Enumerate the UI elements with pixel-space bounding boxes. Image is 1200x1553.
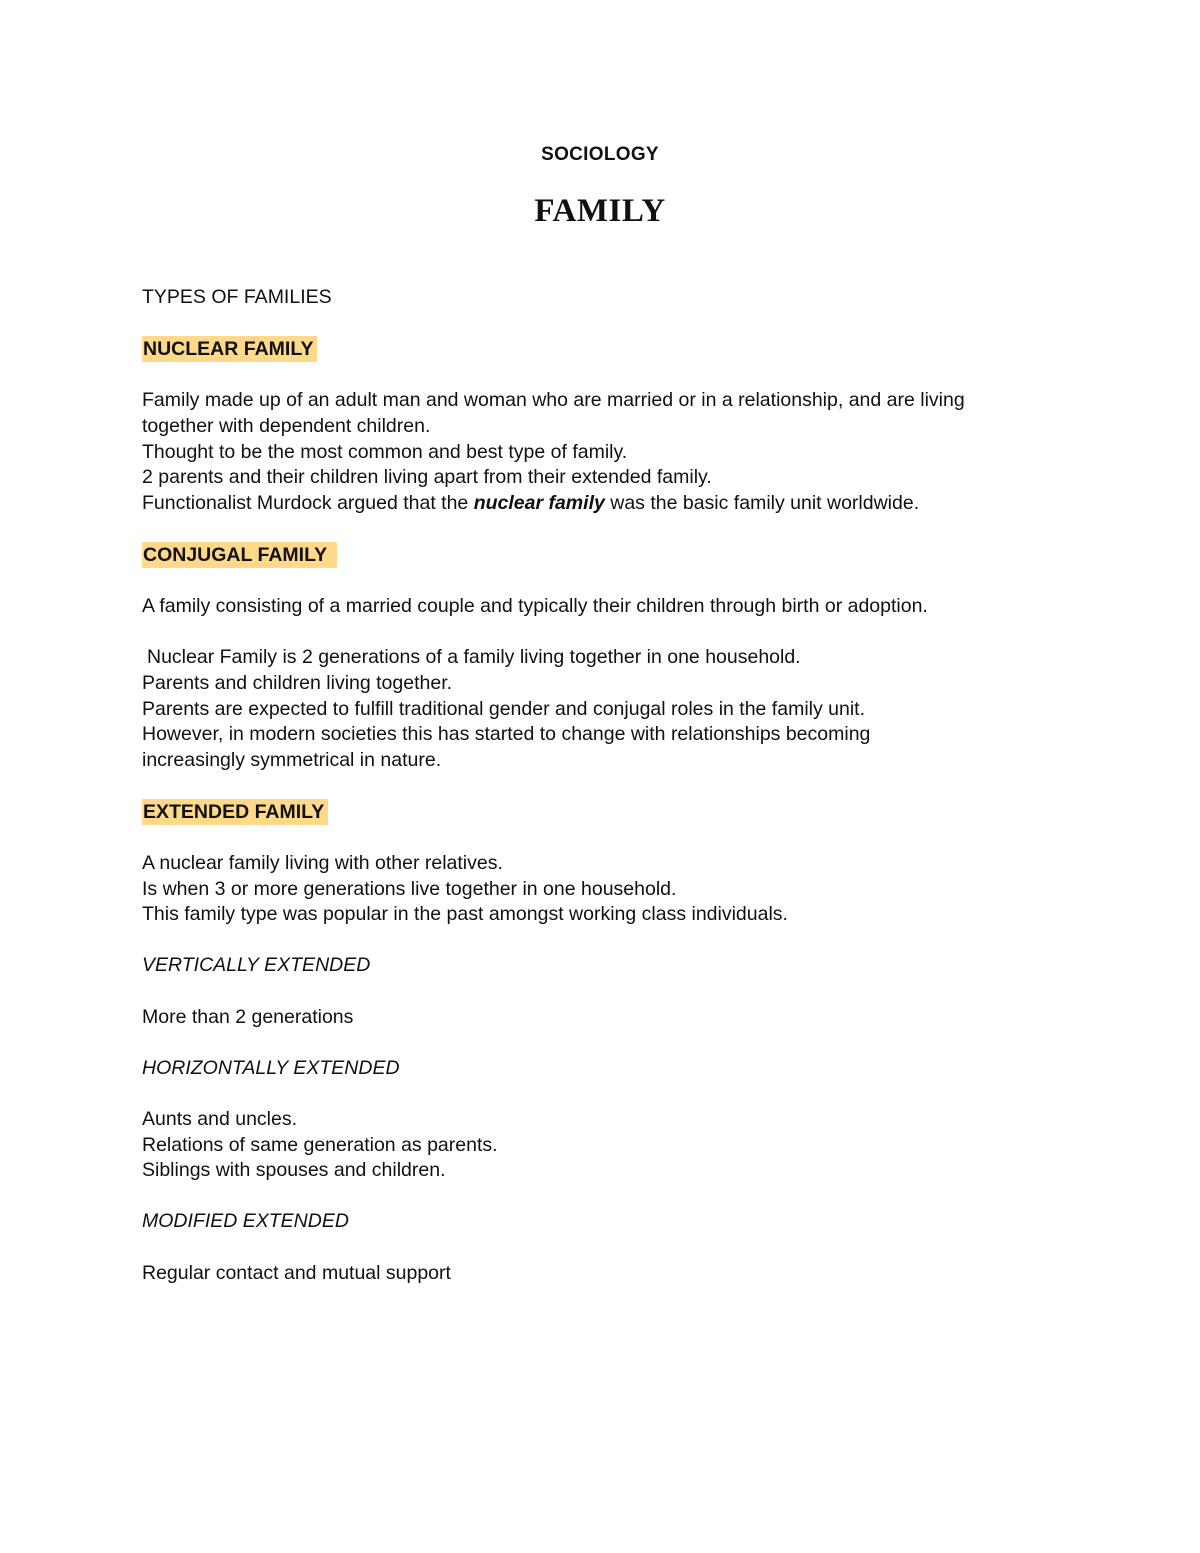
horizontal-line: Siblings with spouses and children. bbox=[142, 1159, 446, 1182]
document-body bbox=[142, 285, 1072, 1286]
extended-section bbox=[142, 799, 1072, 826]
nuclear-section bbox=[142, 336, 1072, 363]
nuclear-family-emphasis: nuclear family bbox=[473, 491, 605, 514]
murdock-text-after: was the basic family unit worldwide. bbox=[610, 491, 920, 514]
murdock-text-before: Functionalist Murdock argued that the bbox=[142, 491, 469, 514]
conjugal-section bbox=[142, 542, 1072, 569]
conjugal-line: A family consisting of a married couple and typically their children through birth or adoption. bbox=[142, 595, 928, 618]
types-intro: TYPES OF FAMILIES bbox=[142, 286, 332, 308]
nuclear-line: together with dependent children. bbox=[142, 414, 431, 437]
horizontal-heading: HORIZONTALLY EXTENDED bbox=[142, 1056, 400, 1079]
modified-line: Regular contact and mutual support bbox=[142, 1261, 451, 1284]
horizontal-line: Aunts and uncles. bbox=[142, 1108, 298, 1130]
conjugal-line: Parents are expected to fulfill traditional gender and conjugal roles in the family unit. bbox=[142, 697, 866, 720]
document-title: FAMILY bbox=[534, 193, 666, 229]
subject-heading: SOCIOLOGY bbox=[541, 144, 659, 165]
vertical-line: More than 2 generations bbox=[142, 1005, 354, 1028]
conjugal-heading: CONJUGAL FAMILY bbox=[142, 542, 337, 568]
extended-line: A nuclear family living with other relatives. bbox=[142, 852, 503, 875]
conjugal-line: Nuclear Family is 2 generations of a family living together in one household. bbox=[147, 646, 801, 669]
horizontal-line: Relations of same generation as parents. bbox=[142, 1133, 498, 1156]
conjugal-line: Parents and children living together. bbox=[142, 671, 453, 694]
conjugal-line: However, in modern societies this has started to change with relationships becoming bbox=[142, 723, 871, 746]
conjugal-line: increasingly symmetrical in nature. bbox=[142, 748, 442, 771]
extended-heading: EXTENDED FAMILY bbox=[142, 799, 328, 825]
vertical-heading: VERTICALLY EXTENDED bbox=[142, 954, 371, 977]
nuclear-line: Family made up of an adult man and woman who are married or in a relationship, and are living bbox=[142, 389, 965, 412]
nuclear-line-murdock bbox=[142, 491, 1072, 517]
nuclear-line: 2 parents and their children living apart from their extended family. bbox=[142, 466, 712, 489]
modified-heading: MODIFIED EXTENDED bbox=[142, 1210, 349, 1233]
extended-line: Is when 3 or more generations live together in one household. bbox=[142, 877, 677, 900]
nuclear-line: Thought to be the most common and best type of family. bbox=[142, 440, 628, 463]
extended-line: This family type was popular in the past amongst working class individuals. bbox=[142, 903, 788, 926]
nuclear-heading: NUCLEAR FAMILY bbox=[142, 336, 317, 362]
